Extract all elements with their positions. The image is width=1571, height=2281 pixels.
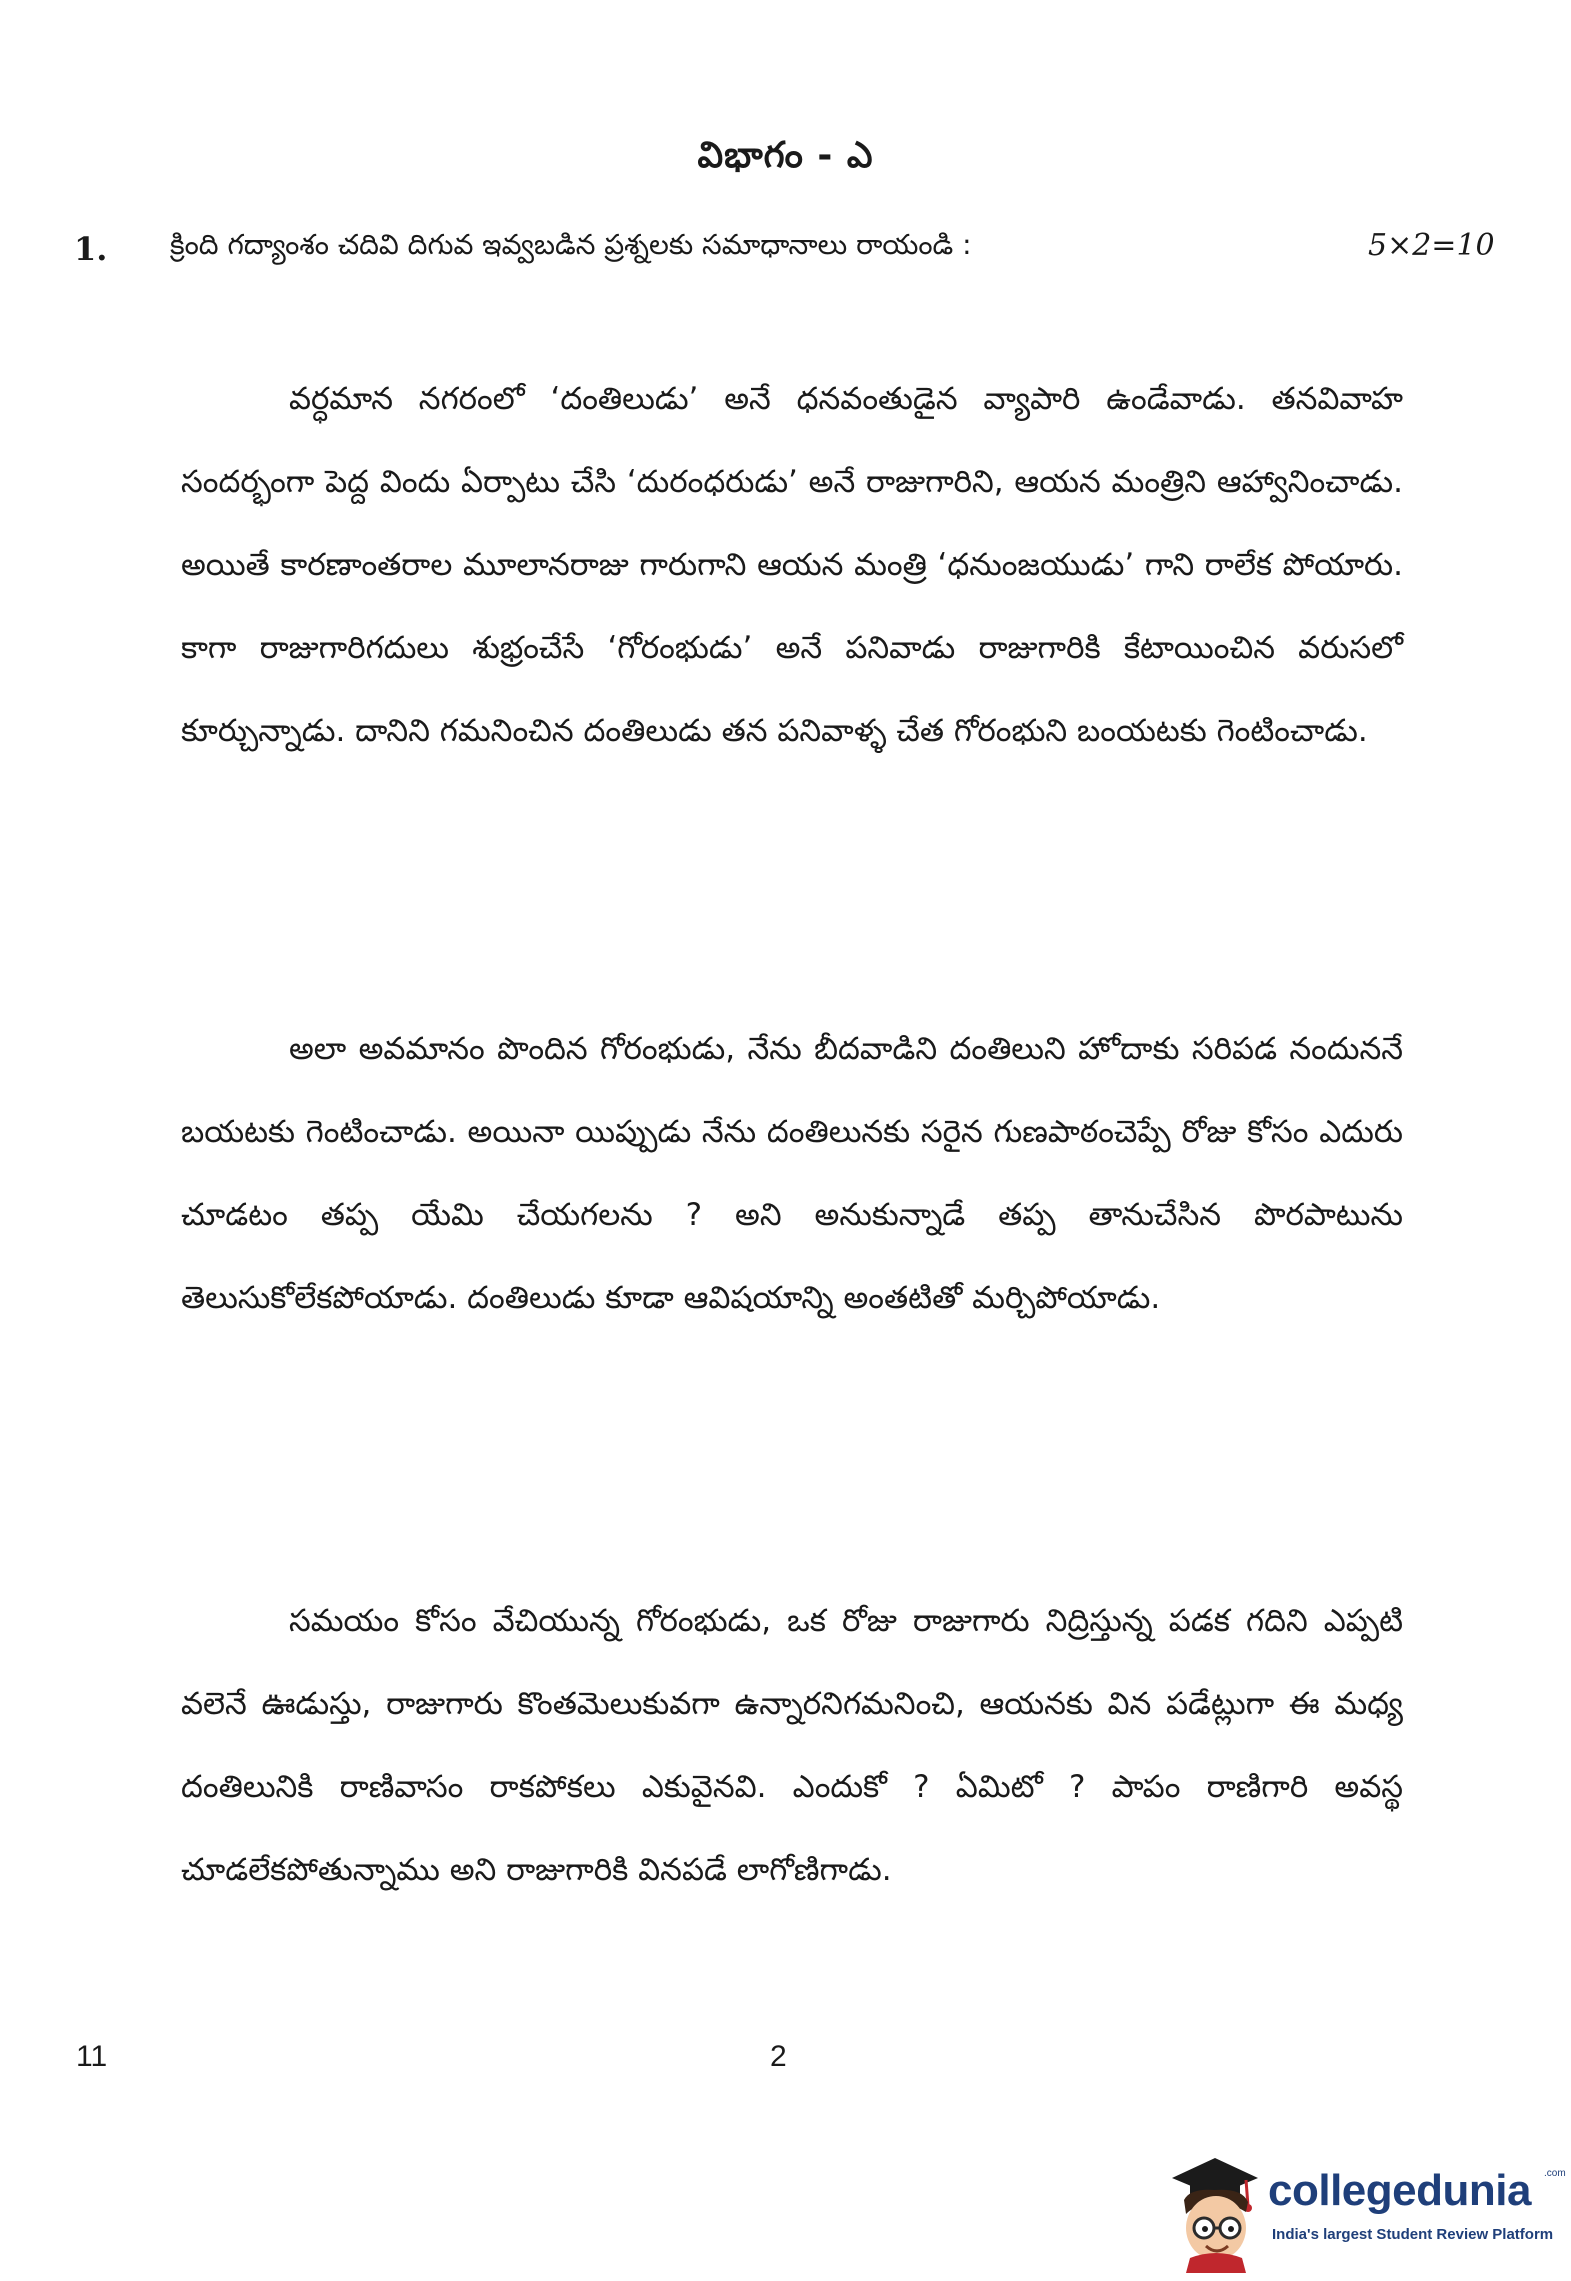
question-marks: 5×2=10: [1368, 228, 1495, 263]
passage-paragraph-3: సమయం కోసం వేచియున్న గోరంభుడు, ఒక రోజు రాజుగారు నిద్రిస్తున్న పడక గదిని ఎప్పటి వలెనే ఊడుస్తు, రాజుగారు కొంతమెలుకువగా ఉన్నారనిగమనించి, ఆయనకు విన పడేట్లుగా ఈ మధ్య దంతిలునికి రాణివాసం రాకపోకలు ఎకువైనవి. ఎందుకో ? ఏమిటో ? పాపం రాణిగారి అవస్థ చూడలేకపోతున్నాము అని రాజుగారికి వినపడే లాగోణిగాడు.: [181, 1603, 1403, 1888]
brand-name: collegedunia: [1268, 2166, 1531, 2215]
brand-domain-suffix: .com: [1544, 2168, 1566, 2179]
page-code: 11: [76, 2040, 108, 2073]
passage-paragraph-1: వర్ధమాన నగరంలో ‘దంతిలుడు’ అనే ధనవంతుడైన వ్యాపారి ఉండేవాడు. తనవివాహ సందర్భంగా పెద్ద విందు ఏర్పాటు చేసి ‘దురంధరుడు’ అనే రాజుగారిని, ఆయన మంత్రిని ఆహ్వానించాడు. అయితే కారణాంతరాల మూలానరాజు గారుగాని ఆయన మంత్రి ‘ధనుంజయుడు’ గాని రాలేక పోయారు. కాగా రాజుగారిగదులు శుభ్రంచేసే ‘గోరంభుడు’ అనే పనివాడు రాజుగారికి కేటాయించిన వరుసలో కూర్చున్నాడు. దానిని గమనించిన దంతిలుడు తన పనివాళ్ళ చేత గోరంభుని బంయటకు గెంటించాడు.: [181, 381, 1403, 749]
passage-paragraph-2: అలా అవమానం పొందిన గోరంభుడు, నేను బీదవాడిని దంతిలుని హోదాకు సరిపడ నందుననే బయటకు గెంటించాడు. అయినా యిప్పుడు నేను దంతిలునకు సరైన గుణపాఠంచెప్పే రోజు కోసం ఎదురు చూడటం తప్ప యేమి చేయగలను ? అని అనుకున్నాడే తప్ప తానుచేసిన పొరపాటును తెలుసుకోలేకపోయాడు. దంతిలుడు కూడా ఆవిషయాన్ని అంతటితో మర్చిపోయాడు.: [181, 1031, 1403, 1316]
brand-logo: [1160, 2148, 1566, 2273]
question-instruction: క్రింది గద్యాంశం చదివి దిగువ ఇవ్వబడిన ప్రశ్నలకు సమాధానాలు రాయండి :: [170, 228, 972, 261]
question-number: 1.: [74, 230, 108, 268]
section-title: విభాగం - ఎ: [697, 135, 874, 176]
page-number: 2: [770, 2040, 787, 2073]
student-mascot-icon: [1160, 2148, 1270, 2273]
brand-tagline: India's largest Student Review Platform: [1272, 2226, 1554, 2243]
